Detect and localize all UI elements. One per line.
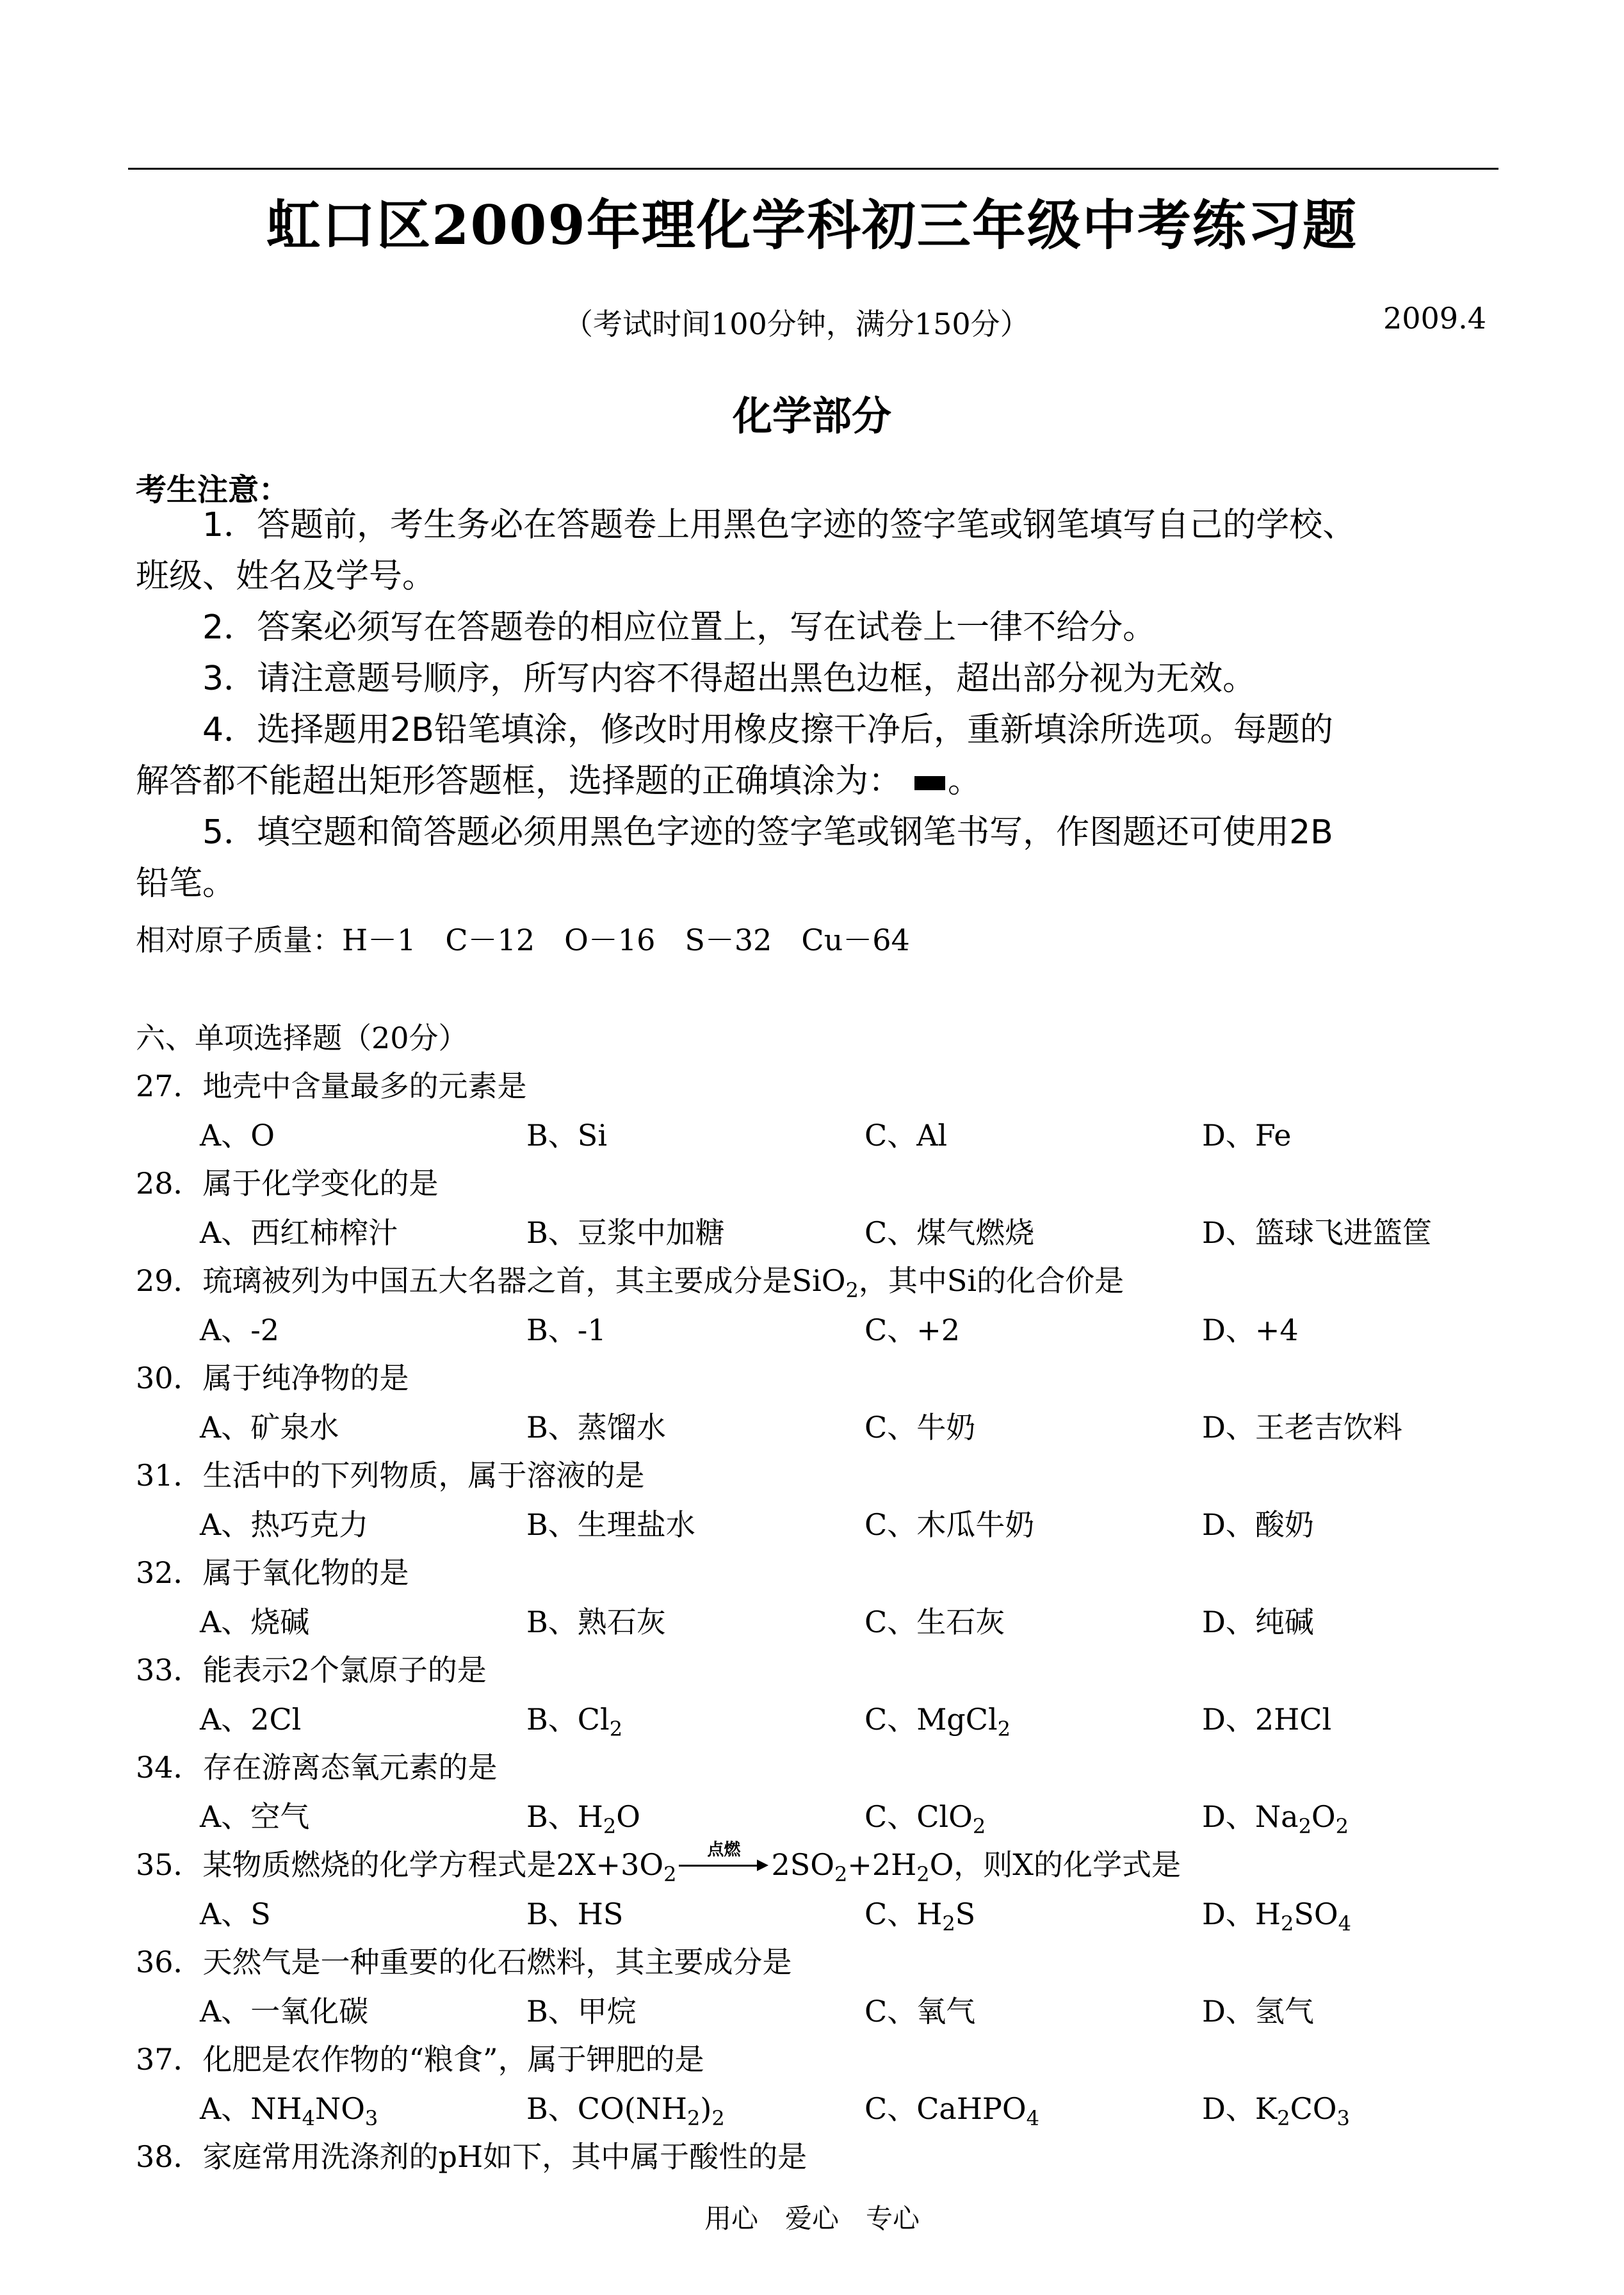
question-30: 30．属于纯净物的是 <box>136 1361 409 1395</box>
header-rule <box>128 168 1498 170</box>
subscript: 2 <box>1281 1911 1294 1936</box>
option-d <box>1202 1891 1351 1936</box>
option-c: C、牛奶 <box>865 1410 976 1445</box>
option-text: D、K <box>1202 2091 1278 2126</box>
reaction-condition: 点燃 <box>707 1840 741 1860</box>
option-b: B、甲烷 <box>526 1994 637 2029</box>
note-4-line-1: 4．选择题用2B铅笔填涂，修改时用橡皮擦干净后，重新填涂所选项。每题的 <box>202 711 1333 749</box>
option-text: D、H <box>1202 1897 1281 1931</box>
subscript: 2 <box>663 1862 677 1886</box>
option-c: C、生石灰 <box>865 1605 1005 1639</box>
option-c: C、氧气 <box>865 1994 976 2029</box>
option-b: B、HS <box>526 1897 624 1931</box>
note-1-line-1: 1．答题前，考生务必在答题卷上用黑色字迹的签字笔或钢笔填写自己的学校、 <box>202 506 1356 544</box>
option-text: D、Na <box>1202 1799 1299 1834</box>
notes-heading: 考生注意： <box>136 472 290 508</box>
section-title: 化学部分 <box>732 393 891 439</box>
subscript: 2 <box>711 2106 725 2130</box>
option-c: C、+2 <box>865 1313 961 1347</box>
stem-part: 29．琉璃被列为中国五大名器之首，其主要成分是SiO <box>136 1263 846 1298</box>
option-b <box>526 1696 622 1739</box>
option-d: D、王老吉饮料 <box>1202 1410 1402 1445</box>
option-d <box>1202 1794 1349 1836</box>
subscript: 3 <box>1336 2106 1350 2130</box>
page-footer: 用心 爱心 专心 <box>704 2203 920 2234</box>
subscript: 2 <box>687 2106 701 2130</box>
option-d <box>1202 2086 1350 2128</box>
option-b: B、豆浆中加糖 <box>526 1215 725 1250</box>
question-35 <box>136 1842 1181 1884</box>
reaction-arrow-icon <box>679 1840 768 1877</box>
arrow-line <box>679 1865 762 1867</box>
option-b: B、熟石灰 <box>526 1605 666 1639</box>
option-b: B、蒸馏水 <box>526 1410 666 1445</box>
subscript: 4 <box>1338 1911 1351 1936</box>
subscript: 2 <box>603 1814 617 1838</box>
stem-part: O，则X的化学式是 <box>929 1847 1181 1882</box>
subscript: 2 <box>1335 1814 1349 1838</box>
option-text: C、ClO <box>865 1799 973 1834</box>
option-text: A、NH <box>200 2091 302 2126</box>
stem-part: 2SO <box>771 1847 834 1882</box>
question-28: 28．属于化学变化的是 <box>136 1166 439 1201</box>
question-37: 37．化肥是农作物的“粮食”，属于钾肥的是 <box>136 2042 704 2077</box>
option-a: A、空气 <box>200 1799 310 1834</box>
option-text: B、Cl <box>526 1702 610 1737</box>
exam-duration-info: （考试时间100分钟，满分150分） <box>564 307 1030 341</box>
subscript: 2 <box>972 1814 986 1838</box>
option-text: CO <box>1290 2091 1337 2126</box>
option-text: O <box>1311 1799 1336 1834</box>
question-27: 27．地壳中含量最多的元素是 <box>136 1069 527 1103</box>
exam-title: 虹口区2009年理化学科初三年级中考练习题 <box>266 193 1358 257</box>
question-31: 31．生活中的下列物质，属于溶液的是 <box>136 1458 645 1493</box>
option-c: C、Al <box>865 1118 948 1153</box>
arrow-head <box>757 1860 768 1871</box>
question-33: 33．能表示2个氯原子的是 <box>136 1653 487 1687</box>
notes-block <box>136 499 1487 909</box>
option-text: B、H <box>526 1799 603 1834</box>
stem-part: +2H <box>847 1847 917 1882</box>
question-38: 38．家庭常用洗涤剂的pH如下，其中属于酸性的是 <box>136 2139 808 2174</box>
note-1-line-2: 班级、姓名及学号。 <box>136 557 436 596</box>
option-c <box>865 1696 1011 1739</box>
filled-answer-mark <box>914 776 945 790</box>
option-text: C、CaHPO <box>865 2091 1027 2126</box>
option-text: O <box>616 1799 640 1834</box>
option-a <box>200 2086 378 2128</box>
option-d: D、Fe <box>1202 1118 1292 1153</box>
subscript: 4 <box>302 2106 315 2130</box>
option-a: A、O <box>200 1118 275 1153</box>
subscript: 2 <box>997 1717 1011 1741</box>
subscript: 2 <box>845 1278 859 1302</box>
option-a: A、烧碱 <box>200 1605 310 1639</box>
atomic-masses: 相对原子质量：H－1 C－12 O－16 S－32 Cu－64 <box>136 923 910 957</box>
option-b: B、-1 <box>526 1313 606 1347</box>
option-d: D、+4 <box>1202 1313 1299 1347</box>
option-a: A、2Cl <box>200 1702 302 1737</box>
part-title: 六、单项选择题（20分） <box>136 1021 468 1055</box>
option-b <box>526 1794 640 1836</box>
question-32: 32．属于氧化物的是 <box>136 1555 409 1590</box>
note-2: 2．答案必须写在答题卷的相应位置上，写在试卷上一律不给分。 <box>202 608 1157 647</box>
option-a: A、西红柿榨汁 <box>200 1215 398 1250</box>
question-36: 36．天然气是一种重要的化石燃料，其主要成分是 <box>136 1945 792 1979</box>
option-c <box>865 1891 976 1936</box>
option-d: D、篮球飞进篮筐 <box>1202 1215 1432 1250</box>
option-text: B、CO(NH <box>526 2091 688 2126</box>
subscript: 3 <box>364 2106 378 2130</box>
subscript: 2 <box>1277 2106 1290 2130</box>
note-4-line-2-text: 解答都不能超出矩形答题框，选择题的正确填涂为： <box>136 762 902 800</box>
option-c <box>865 1794 986 1836</box>
stem-part: 35．某物质燃烧的化学方程式是2X+3O <box>136 1847 664 1882</box>
note-4-line-2 <box>136 756 1487 807</box>
option-text: SO <box>1294 1897 1338 1931</box>
subscript: 2 <box>942 1911 955 1936</box>
option-c: C、木瓜牛奶 <box>865 1507 1035 1542</box>
option-c <box>865 2086 1039 2128</box>
option-text: ) <box>700 2091 712 2126</box>
option-b: B、生理盐水 <box>526 1507 695 1542</box>
subscript: 2 <box>1298 1814 1311 1838</box>
subscript: 2 <box>609 1717 623 1741</box>
option-d: D、氢气 <box>1202 1994 1314 2029</box>
option-d: D、纯碱 <box>1202 1605 1314 1639</box>
note-3: 3．请注意题号顺序，所写内容不得超出黑色边框，超出部分视为无效。 <box>202 660 1256 698</box>
option-a: A、热巧克力 <box>200 1507 369 1542</box>
option-text: C、MgCl <box>865 1702 998 1737</box>
question-29 <box>136 1258 1124 1300</box>
note-5-line-2: 铅笔。 <box>136 864 236 903</box>
exam-date: 2009.4 <box>1383 301 1486 336</box>
option-c: C、煤气燃烧 <box>865 1215 1035 1250</box>
option-a: A、S <box>200 1897 271 1931</box>
option-d: D、2HCl <box>1202 1702 1332 1737</box>
subscript: 2 <box>834 1862 848 1886</box>
option-text: S <box>955 1897 976 1931</box>
option-b <box>526 2086 725 2128</box>
option-text: NO <box>314 2091 365 2126</box>
question-34: 34．存在游离态氧元素的是 <box>136 1750 498 1785</box>
option-b: B、Si <box>526 1118 608 1153</box>
option-d: D、酸奶 <box>1202 1507 1314 1542</box>
option-text: C、H <box>865 1897 943 1931</box>
note-5-line-1: 5．填空题和简答题必须用黑色字迹的签字笔或钢笔书写，作图题还可使用2B <box>202 813 1333 852</box>
option-a: A、一氧化碳 <box>200 1994 369 2029</box>
stem-part: ，其中Si的化合价是 <box>858 1263 1125 1298</box>
note-4-line-2-end: 。 <box>948 762 982 800</box>
subscript: 4 <box>1026 2106 1039 2130</box>
subscript: 2 <box>916 1862 930 1886</box>
option-a: A、矿泉水 <box>200 1410 339 1445</box>
option-a: A、-2 <box>200 1313 280 1347</box>
